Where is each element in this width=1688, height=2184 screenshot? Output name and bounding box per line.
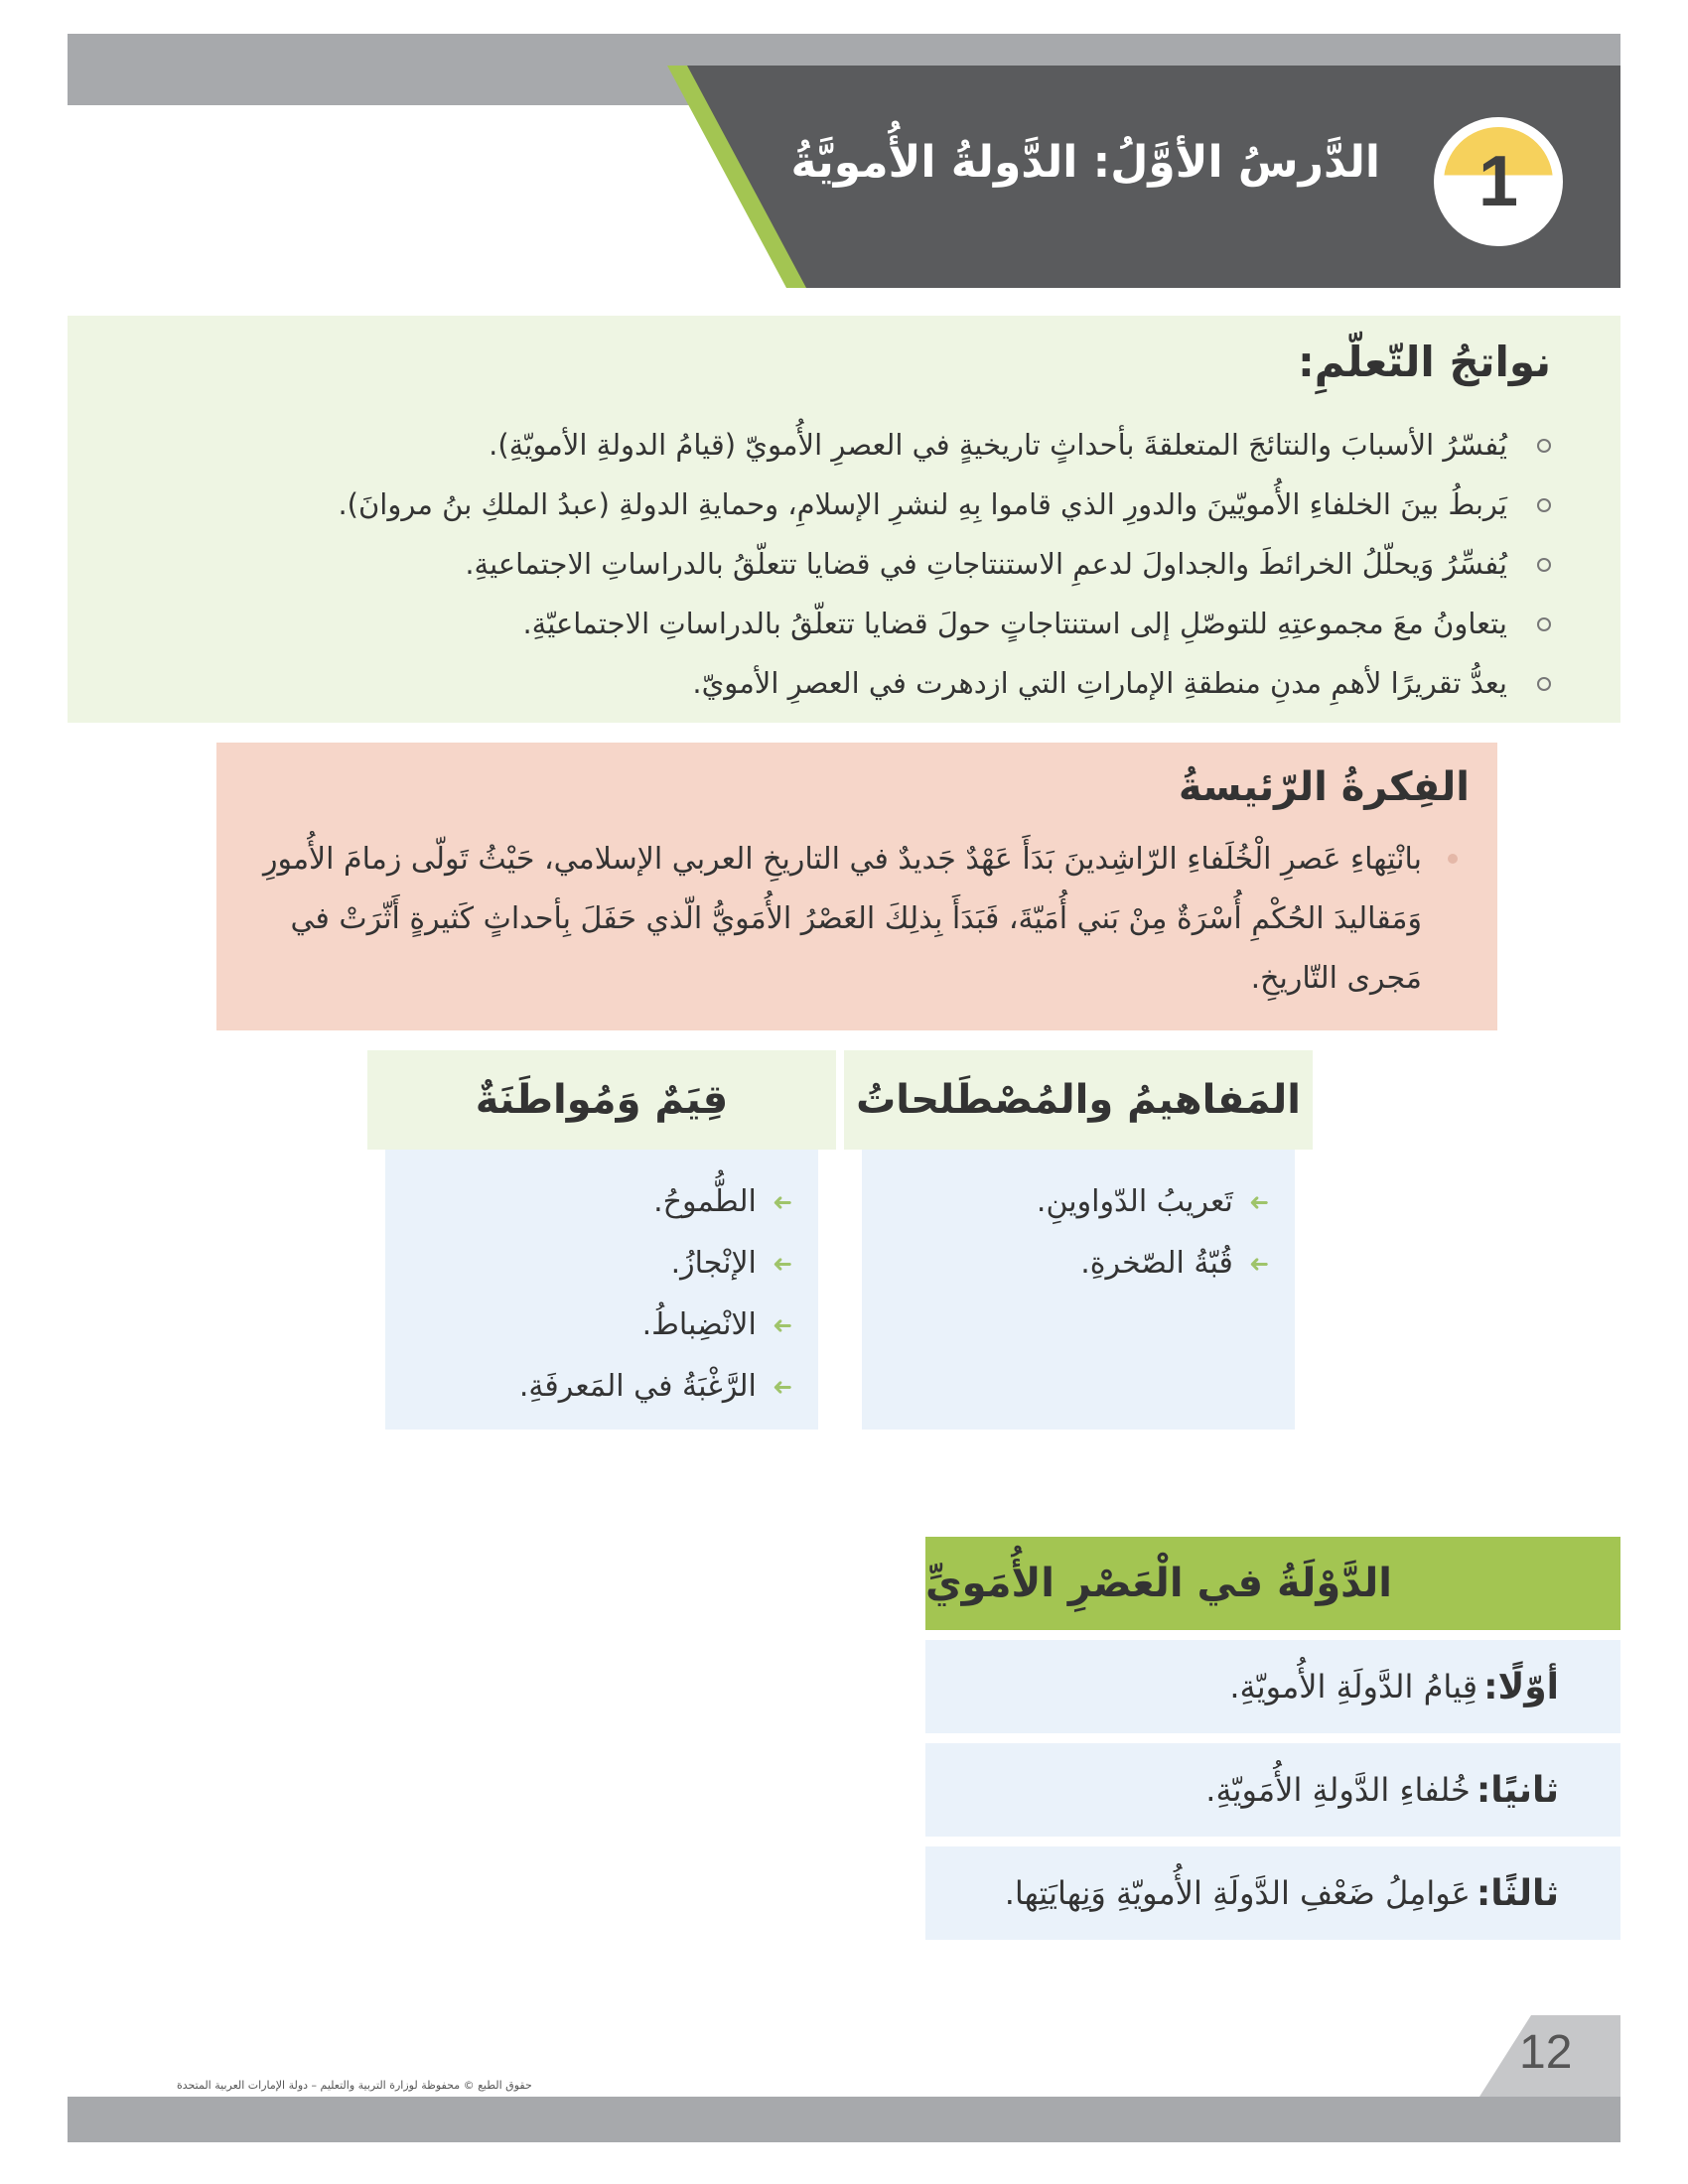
- learning-outcomes-list: [141, 423, 1551, 721]
- arrow-icon: ➜: [1248, 1188, 1269, 1216]
- arrow-icon: ➜: [772, 1373, 792, 1401]
- outcome-text: يُفسِّرُ وَيحلّلُ الخرائطَ والجداولَ لدعمِ الاستنتاجاتِ في قضايا تتعلّقُ بالدراساتِ الاجتماعيةِ.: [465, 547, 1507, 581]
- section-heading: الدَّوْلَةُ في الْعَصْرِ الأُمَويِّ: [925, 1537, 1620, 1630]
- list-item: [141, 542, 1551, 602]
- list-item: [1037, 1171, 1269, 1233]
- ring-bullet-icon: [1537, 558, 1551, 572]
- footer-strip: [68, 2097, 1620, 2142]
- section-item: [925, 1743, 1620, 1837]
- list-item: [519, 1356, 792, 1418]
- list-item: [141, 602, 1551, 661]
- ring-bullet-icon: [1537, 439, 1551, 453]
- section-item: [925, 1640, 1620, 1733]
- learning-outcomes-title: نواتجُ التّعلّمِ:: [1297, 338, 1551, 386]
- outcome-text: يُفسّرُ الأسبابَ والنتائجَ المتعلقةَ بأحداثٍ تاريخيةٍ في العصرِ الأُمويّ (قيامُ الدولةِ الأمويّةِ).: [489, 428, 1507, 462]
- concept-text: قُبّةُ الصّخرةِ.: [1080, 1246, 1233, 1281]
- list-item: [519, 1295, 792, 1356]
- arrow-icon: ➜: [1248, 1250, 1269, 1278]
- list-item: [519, 1171, 792, 1233]
- outcome-text: يَربطُ بينَ الخلفاءِ الأُمويّينَ والدورِ الذي قاموا بِهِ لنشرِ الإسلامِ، وحمايةِ الدولةِ (عبدُ الملكِ بنُ مروانَ).: [338, 487, 1507, 521]
- section-item: [925, 1846, 1620, 1940]
- list-item: [1037, 1233, 1269, 1295]
- section-item-text: خُلفاءِ الدَّولةِ الأُمَويّةِ.: [1205, 1771, 1471, 1809]
- section-item-ordinal: ثالثًا:: [1476, 1872, 1559, 1914]
- dot-bullet-icon: [1448, 854, 1458, 864]
- concepts-title: المَفاهيمُ والمُصْطَلحاتُ: [844, 1050, 1313, 1150]
- section-item-text: قِيامُ الدَّولَةِ الأُمويّةِ.: [1229, 1668, 1478, 1706]
- values-list-panel: [385, 1150, 818, 1430]
- section-item-ordinal: ثانيًا:: [1476, 1769, 1559, 1811]
- section-item-ordinal: أوّلًا:: [1483, 1666, 1559, 1707]
- list-item: [141, 423, 1551, 482]
- concepts-list: [1037, 1171, 1269, 1295]
- outcome-text: يتعاونُ معَ مجموعتِهِ للتوصّلِ إلى استنتاجاتٍ حولَ قضايا تتعلّقُ بالدراساتِ الاجتماعيّةِ.: [522, 607, 1507, 640]
- main-idea-title: الفِكرةُ الرّئيسةُ: [1178, 764, 1470, 810]
- main-idea-text: بانْتِهاءِ عَصرِ الْخُلَفاءِ الرّاشِدينَ بَدَأَ عَهْدٌ جَديدٌ في التاريخِ العربي الإسلامي، حَيْثُ تَولّى زمامَ الأُمورِ وَمَقاليدَ الحُكْمِ أُسْرَةٌ مِنْ بَني أُمَيّةَ، فَبَدَأَ بِذلِكَ العَصْرُ الأُمَويُّ الّذي حَفَلَ بِأحداثٍ كَثيرةٍ أَثّرَتْ في مَجرى التّاريخِ.: [263, 842, 1422, 996]
- arrow-icon: ➜: [772, 1311, 792, 1339]
- ring-bullet-icon: [1537, 617, 1551, 631]
- concept-text: تَعريبُ الدّواوينِ.: [1036, 1184, 1233, 1219]
- lesson-number-badge: 1: [1434, 117, 1563, 246]
- arrow-icon: ➜: [772, 1188, 792, 1216]
- learning-outcomes-panel: [68, 316, 1620, 723]
- list-item: [519, 1233, 792, 1295]
- copyright-notice: حقوق الطبع © محفوظة لوزارة التربية والتعليم – دولة الإمارات العربية المتحدة: [177, 2079, 532, 2092]
- main-idea-panel: [216, 743, 1497, 1030]
- outcome-text: يعدُّ تقريرًا لأهمِ مدنِ منطقةِ الإماراتِ التي ازدهرت في العصرِ الأمويّ.: [692, 666, 1507, 700]
- section-item-text: عَوامِلُ ضَعْفِ الدَّولَةِ الأُمويّةِ وَنِهايَتِها.: [1004, 1874, 1471, 1912]
- value-text: الإنْجازُ.: [670, 1246, 757, 1281]
- ring-bullet-icon: [1537, 677, 1551, 691]
- value-text: الرَّغْبَةُ في المَعرفَةِ.: [518, 1369, 757, 1404]
- concepts-list-panel: [862, 1150, 1295, 1430]
- list-item: [141, 661, 1551, 721]
- ring-bullet-icon: [1537, 498, 1551, 512]
- lesson-title: الدَّرسُ الأوَّلُ: الدَّولةُ الأُمويَّةُ: [790, 137, 1380, 188]
- values-title: قِيَمٌ وَمُواطَنَةٌ: [367, 1050, 836, 1150]
- value-text: الانْضِباطُ.: [641, 1307, 757, 1342]
- page-number: 12: [1519, 2026, 1573, 2079]
- arrow-icon: ➜: [772, 1250, 792, 1278]
- value-text: الطُّموحُ.: [653, 1184, 757, 1219]
- list-item: [141, 482, 1551, 542]
- values-list: [519, 1171, 792, 1418]
